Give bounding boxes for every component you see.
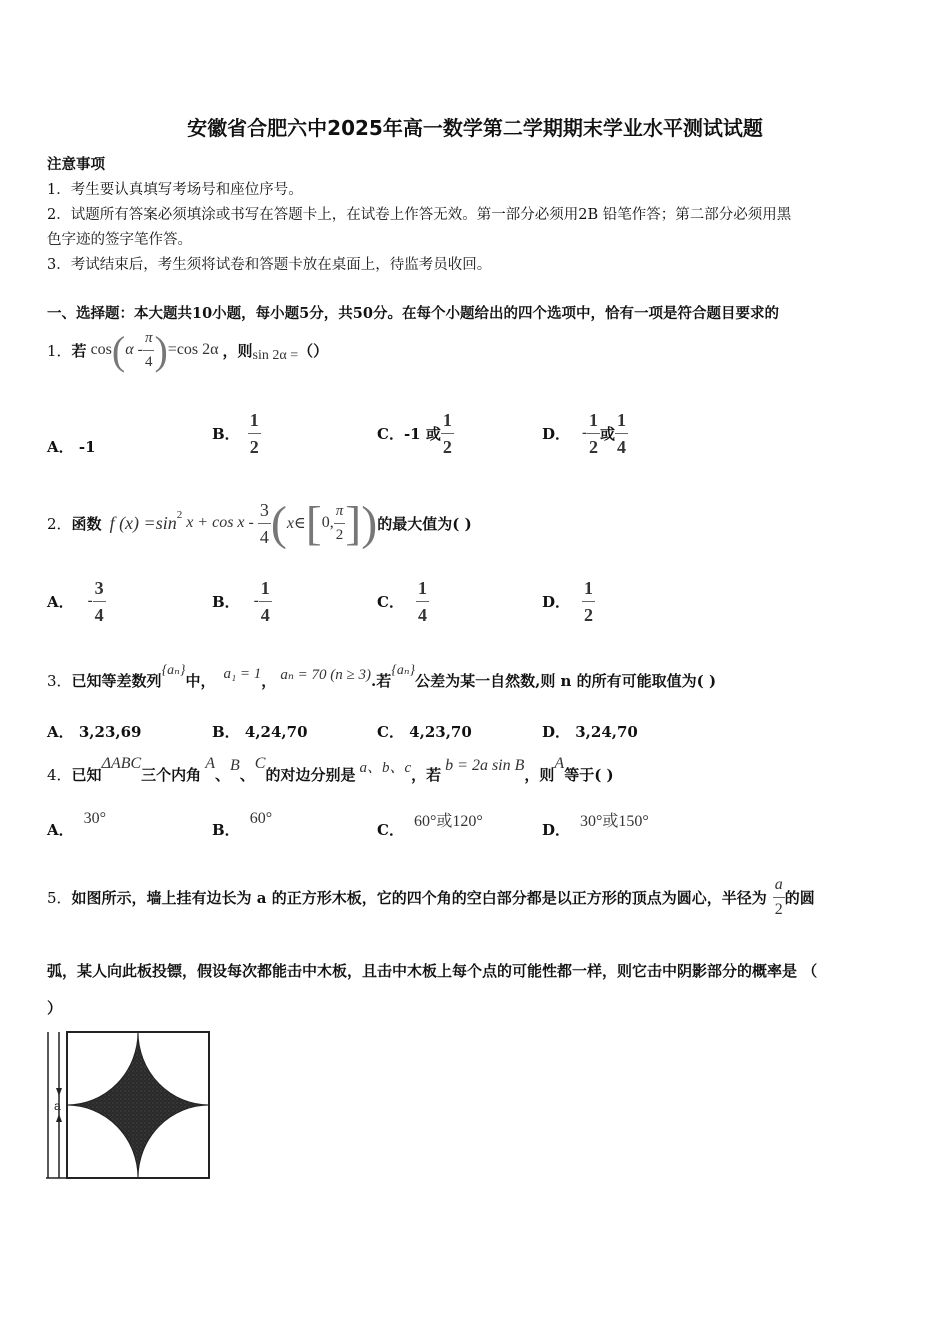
- question-3: [47, 660, 716, 700]
- option-label: B．: [212, 820, 240, 839]
- question-number: 3．: [47, 671, 72, 690]
- answer-blank: （）: [298, 341, 329, 360]
- question-2: [47, 494, 472, 552]
- math-expr: ΔABC: [101, 755, 142, 772]
- option-c[interactable]: [377, 408, 454, 458]
- option-d[interactable]: [542, 408, 628, 458]
- option-value: 30°: [83, 810, 107, 827]
- option-d[interactable]: [542, 576, 595, 626]
- option-label: B．: [212, 424, 240, 443]
- frac-num: π: [144, 329, 153, 346]
- fraction: [615, 411, 628, 456]
- fraction: [93, 579, 106, 624]
- question-5-line-3: ）: [47, 999, 63, 1017]
- math-sup: 2: [176, 509, 183, 521]
- fraction: [248, 411, 261, 456]
- frac-den: 4: [615, 433, 628, 456]
- frac-den: 4: [416, 601, 429, 624]
- fraction: [773, 877, 785, 918]
- frac-den: 2: [773, 897, 785, 918]
- option-value: 或: [600, 424, 616, 443]
- fraction: [334, 504, 346, 543]
- question-text: 中，: [185, 671, 216, 690]
- math-expr: α -: [125, 341, 143, 358]
- question-5-line-2: 弧，某人向此板投镖，假设每次都能击中木板，且击中木板上每个点的可能性都一样，则它击中阴影部分的概率是 （: [47, 962, 818, 980]
- fraction: [258, 501, 271, 546]
- question-1: [47, 328, 328, 372]
- question-text: .若: [371, 671, 392, 690]
- frac-den: 2: [582, 601, 595, 624]
- question-number: 1．: [47, 341, 72, 360]
- fraction: [582, 579, 595, 624]
- note-item: 1．考生要认真填写考场号和座位序号。: [47, 182, 303, 198]
- question-number: 4．: [47, 765, 72, 784]
- math-expr: b = 2a sin B: [445, 757, 525, 774]
- option-value: 30°或150°: [580, 812, 649, 830]
- frac-num: 3: [94, 577, 104, 598]
- option-b[interactable]: [212, 408, 261, 458]
- arrow-up-icon: [56, 1114, 62, 1122]
- option-label: C．: [377, 820, 404, 839]
- board-diagram: [44, 1030, 214, 1182]
- frac-den: 2: [587, 433, 600, 456]
- fraction: [441, 411, 454, 456]
- frac-den: 2: [248, 433, 261, 456]
- question-text: 、: [239, 765, 255, 784]
- frac-den: 4: [258, 523, 271, 546]
- question-text: 等于( ): [564, 765, 614, 784]
- option-label: A．: [47, 592, 74, 611]
- option-label: D．: [542, 592, 571, 611]
- question-text: 三个内角: [141, 765, 202, 784]
- option-b[interactable]: B． 4,24,70: [212, 723, 308, 741]
- question-text: ，: [261, 671, 277, 690]
- frac-num: π: [335, 502, 344, 519]
- question-text: 的最大值为( ): [377, 514, 472, 533]
- right-paren: ): [154, 327, 168, 373]
- math-expr: {aₙ}: [161, 662, 186, 678]
- math-expr: =cos 2α: [167, 341, 219, 358]
- note-item: 3．考试结束后，考生须将试卷和答题卡放在桌面上，待监考员收回。: [47, 257, 492, 273]
- frac-den: 2: [441, 433, 454, 456]
- frac-num: 1: [260, 577, 270, 598]
- question-number: 2．: [47, 514, 72, 533]
- question-text: 如图所示，墙上挂有边长为 a 的正方形木板，它的四个角的空白部分都是以正方形的顶点为圆心，半径为: [71, 888, 767, 907]
- right-bracket: ]: [345, 496, 362, 550]
- page-title: 安徽省合肥六中2025年高一数学第二学期期末学业水平测试试题: [187, 116, 763, 140]
- math-expr: x∈: [286, 515, 306, 532]
- option-label: D．: [542, 424, 571, 443]
- math-cos: cos: [90, 341, 112, 358]
- frac-num: 1: [584, 577, 594, 598]
- frac-den: 4: [93, 601, 106, 624]
- side-label: a: [54, 1099, 61, 1113]
- square-board-figure: [44, 1030, 214, 1182]
- option-label: C．: [377, 592, 404, 611]
- math-expr: B: [229, 757, 240, 774]
- frac-num: 1: [589, 409, 599, 430]
- fraction: [259, 579, 272, 624]
- option-d[interactable]: [542, 814, 649, 844]
- question-number: 5．: [47, 888, 72, 907]
- note-item: 2．试题所有答案必须填涂或书写在答题卡上，在试卷上作答无效。第一部分必须用2B 铅笔作答；第二部分必须用黑: [47, 207, 792, 223]
- option-label: C．: [377, 424, 404, 443]
- question-text: 、: [214, 765, 230, 784]
- option-c[interactable]: C． 4,23,70: [377, 723, 472, 741]
- option-a[interactable]: [47, 436, 96, 457]
- option-label: A．: [47, 820, 74, 839]
- option-c[interactable]: [377, 576, 429, 626]
- math-expr: a₁ = 1: [223, 665, 262, 682]
- question-text: 函数: [71, 514, 102, 533]
- frac-num: 1: [417, 577, 427, 598]
- question-text: 公差为某一自然数,则 n 的所有可能取值为( ): [415, 671, 717, 690]
- note-item: 色字迹的签字笔作答。: [47, 232, 192, 248]
- arrow-down-icon: [56, 1088, 62, 1096]
- question-text: ，若: [411, 765, 442, 784]
- math-expr: sin 2α =: [252, 348, 299, 363]
- shaded-region: [67, 1032, 209, 1178]
- option-label: A．: [47, 438, 74, 456]
- frac-num: 1: [442, 409, 452, 430]
- option-value: -1 或: [403, 424, 441, 443]
- option-a[interactable]: [47, 576, 106, 626]
- notes-heading: 注意事项: [47, 156, 105, 173]
- question-text: 的对边分别是: [265, 765, 356, 784]
- neg-sign: -: [87, 592, 93, 609]
- math-expr: x + cos x -: [186, 514, 254, 531]
- left-paren: (: [270, 496, 287, 550]
- left-bracket: [: [305, 496, 322, 550]
- option-label: D．: [542, 820, 571, 839]
- question-text: ，则: [222, 341, 253, 360]
- frac-den: 2: [334, 523, 346, 543]
- fraction: [587, 411, 600, 456]
- frac-num: 1: [617, 409, 627, 430]
- frac-num: 1: [249, 409, 259, 430]
- option-a[interactable]: [47, 810, 107, 844]
- option-d[interactable]: D． 3,24,70: [542, 723, 638, 741]
- question-text: 已知: [71, 765, 102, 784]
- math-expr: C: [254, 755, 266, 772]
- neg-sign: -: [582, 424, 588, 441]
- section-heading: 一、选择题：本大题共10小题，每小题5分，共50分。在每个小题给出的四个选项中，恰有一项是符合题目要求的: [47, 305, 779, 322]
- option-value: 60°或120°: [413, 812, 483, 830]
- math-expr: A: [205, 755, 215, 772]
- math-expr: 0,: [321, 514, 334, 531]
- neg-sign: -: [253, 592, 259, 609]
- fraction: [416, 579, 429, 624]
- question-text: 的圆: [784, 888, 815, 907]
- option-value: 60°: [249, 810, 273, 827]
- question-4: [47, 754, 614, 794]
- math-expr: a、b、c: [359, 759, 412, 776]
- math-expr: {aₙ}: [391, 662, 416, 678]
- option-b[interactable]: [212, 810, 273, 844]
- frac-num: 3: [259, 499, 269, 520]
- option-a[interactable]: A． 3,23,69: [47, 723, 142, 741]
- math-expr: aₙ = 70 (n ≥ 3): [280, 666, 371, 683]
- frac-num: a: [774, 875, 783, 893]
- question-5-line-1: [47, 872, 815, 922]
- math-expr: f (x) =sin: [109, 512, 177, 533]
- math-expr: A: [554, 755, 565, 772]
- option-label: B．: [212, 592, 240, 611]
- right-paren: ): [361, 496, 378, 550]
- left-paren: (: [111, 327, 126, 373]
- question-text: ，则: [524, 765, 555, 784]
- question-text: 若: [71, 341, 87, 360]
- option-value: -1: [78, 438, 96, 456]
- frac-den: 4: [259, 601, 272, 624]
- option-c[interactable]: [377, 814, 483, 844]
- fraction: [143, 331, 155, 370]
- question-text: 已知等差数列: [71, 671, 162, 690]
- option-b[interactable]: [212, 576, 272, 626]
- frac-den: 4: [143, 350, 155, 370]
